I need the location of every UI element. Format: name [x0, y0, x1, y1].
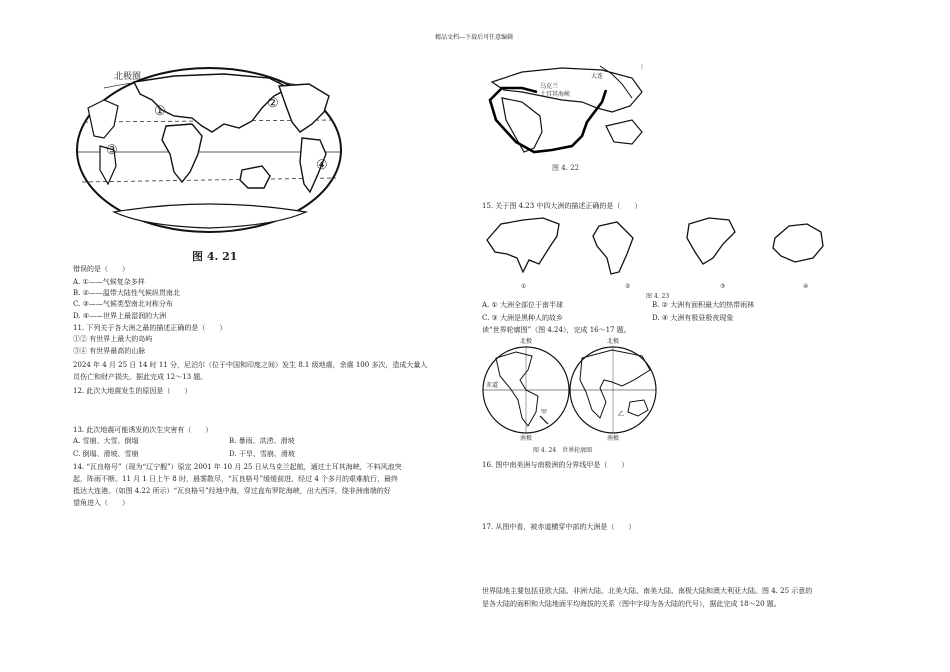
route-map-figure	[482, 62, 652, 158]
q10-option-a: A. ①——气候复杂多样	[73, 278, 145, 286]
question-12: 12. 此次大地震发生的原因是（ ）	[73, 387, 192, 395]
continent-outlines	[483, 214, 828, 284]
globe-label-yi: 乙	[618, 411, 625, 418]
q15-option-d: D. ④ 大洲有极昼极夜现象	[652, 314, 734, 322]
q10-option-c: C. ③——气候类型南北对称分布	[73, 300, 173, 308]
q14-line2: 起，阵雨不断。11 月 1 日上午 8 时，晨雾散尽，“瓦良格号”缓缓前进，经过 4 个多月的艰难航行，最终	[73, 475, 398, 483]
q14-line1: 14. “瓦良格号”（现为“辽宁舰”）原定 2001 年 10 月 25 日从乌克兰起航，通过土耳其海峡，不料风浪突	[73, 463, 402, 471]
continents-paragraph-line2: 是各大陆的面积和大陆地面平均海拔的关系（图中字母为各大陆的代号），据此完成 18～20 题。	[482, 600, 781, 608]
figure-4-23-caption: 图 4. 23	[646, 293, 670, 300]
continent-label-3: ③	[720, 283, 726, 290]
q15-option-c: C. ③ 大洲是黑种人的故乡	[482, 314, 564, 322]
globe-label-jia: 甲	[541, 409, 548, 416]
earthquake-paragraph-line2: 员伤亡和财产损失。据此完成 12～13 题。	[73, 373, 208, 381]
page-header: 精品文档---下载后可任意编辑	[435, 34, 514, 41]
question-17: 17. 从图中看，被赤道横穿中部的大洲是（ ）	[482, 523, 636, 531]
question-11: 11. 下列关于各大洲之最的描述正确的是（ ）	[73, 324, 227, 332]
question-13: 13. 此次地震可能诱发的次生灾害有（ ）	[73, 426, 213, 434]
map-marker-1: ①	[154, 104, 166, 119]
earthquake-paragraph-line1: 2024 年 4 月 25 日 14 时 11 分，尼泊尔（位于中国和印度之间）发生 8.1 级地震，余震 100 多次，造成大量人	[73, 361, 428, 369]
continent-label-2: ②	[625, 283, 631, 290]
q11-line-b: ③④ 有世界最高的山脉	[73, 347, 146, 355]
continents-paragraph-line1: 世界陆地主要包括亚欧大陆、非洲大陆、北美大陆、南美大陆、南极大陆和澳大利亚大陆。图 4. 25 示意的	[482, 587, 813, 595]
q11-line-a: ①② 有世界上最大的岛屿	[73, 335, 153, 343]
hemispheres-figure	[482, 340, 660, 440]
question-16: 16. 图中南美洲与南极洲的分界线甲是（ ）	[482, 461, 629, 469]
globe-equator-label: 赤道	[486, 382, 499, 389]
question-10-stem: 错误的是（ ）	[73, 265, 129, 273]
map-marker-4: ④	[316, 158, 328, 173]
label-ukraine: 乌克兰	[540, 83, 559, 90]
q14-line3: 抵达大连港。（如图 4.22 所示）“瓦良格号”经地中海，穿过直布罗陀海峡，出大西洋，绕非洲南端的好	[73, 487, 391, 495]
q13-option-d: D. 干旱、雪崩、滑坡	[229, 450, 295, 458]
map-marker-2: ②	[267, 96, 279, 111]
continent-label-1: ①	[521, 283, 527, 290]
globe-south-pole-left: 南极	[520, 435, 533, 442]
globe-south-pole-right: 南极	[607, 435, 620, 442]
question-15: 15. 关于图 4.23 中四大洲的描述正确的是（ ）	[482, 202, 642, 210]
q13-option-b: B. 暴雨、洪涝、滑坡	[229, 437, 295, 445]
globe-north-pole-right: 北极	[607, 338, 620, 345]
q15-option-b: B. ② 大洲有面积最大的热带雨林	[652, 301, 755, 309]
arctic-circle-label: 北极圈	[114, 72, 142, 82]
figure-4-24-caption: 图 4. 24 世界轮廓图	[533, 447, 593, 454]
label-dalian: 大连	[591, 73, 604, 80]
q10-option-b: B. ②——温带大陆性气候纵贯南北	[73, 289, 180, 297]
q10-option-d: D. ④——世界上最湿润的大洲	[73, 312, 167, 320]
figure-4-22-caption: 图 4. 22	[552, 164, 580, 172]
continent-label-4: ④	[803, 283, 809, 290]
q13-option-c: C. 倒塌、滑坡、雪崩	[73, 450, 139, 458]
label-turkish-straits: 土耳其海峡	[540, 91, 571, 98]
q13-option-a: A. 雪崩、大雪、倒塌	[73, 437, 139, 445]
instruction-16-17: 读“世界轮廓图”（图 4.24），完成 16～17 题。	[482, 326, 631, 334]
map-marker-3: ③	[106, 143, 118, 158]
q15-option-a: A. ① 大洲全部位于南半球	[482, 301, 564, 309]
q14-line4: 望角进入（ ）	[73, 499, 129, 507]
globe-north-pole-left: 北极	[520, 338, 533, 345]
figure-4-21-caption: 图 4. 21	[192, 250, 238, 263]
